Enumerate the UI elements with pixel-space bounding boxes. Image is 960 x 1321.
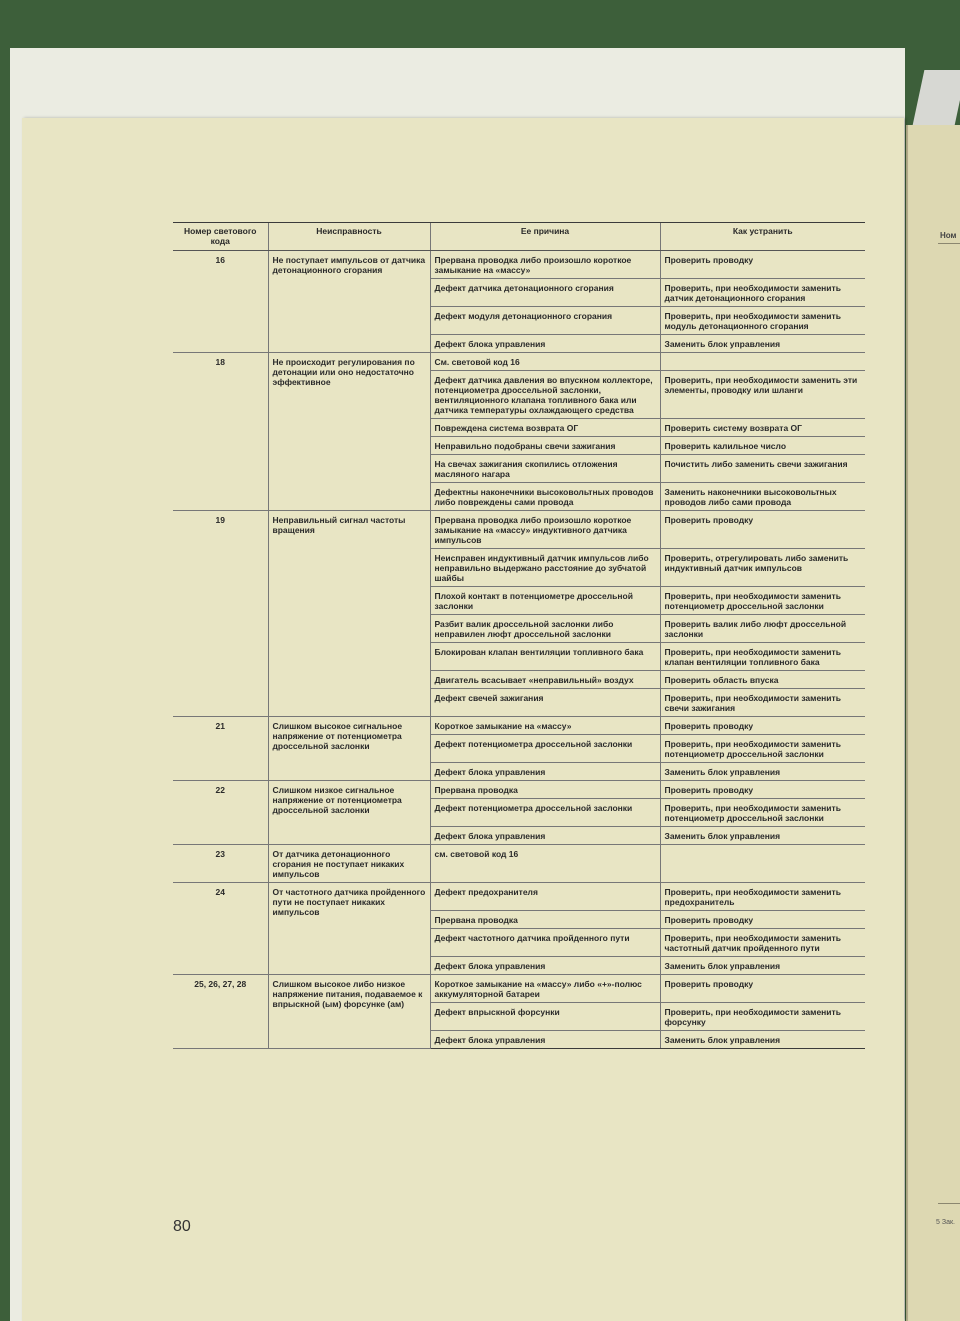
next-page-bottom-rule — [938, 1203, 960, 1204]
light-code-cell: 23 — [173, 845, 268, 883]
cause-cell: Дефект блока управления — [430, 763, 660, 781]
header-fault: Неисправность — [268, 223, 430, 251]
cause-cell: Дефект частотного датчика пройденного пути — [430, 929, 660, 957]
cause-cell: Двигатель всасывает «неправильный» воздух — [430, 671, 660, 689]
next-page-header-fragment: Ном — [940, 231, 957, 240]
fix-cell: Проверить, при необходимости заменить потенциометр дроссельной заслонки — [660, 587, 865, 615]
fix-cell: Проверить валик либо люфт дроссельной заслонки — [660, 615, 865, 643]
fix-cell: Проверить калильное число — [660, 437, 865, 455]
cause-cell: см. световой код 16 — [430, 845, 660, 883]
cause-cell: Дефектны наконечники высоковольтных проводов либо повреждены сами провода — [430, 483, 660, 511]
table-row — [173, 251, 865, 279]
cause-cell: Прервана проводка либо произошло короткое замыкание на «массу» индуктивного датчика импульсов — [430, 511, 660, 549]
cause-cell: Короткое замыкание на «массу» либо «+»-полюс аккумуляторной батареи — [430, 975, 660, 1003]
cause-cell: Прервана проводка либо произошло короткое замыкание на «массу» — [430, 251, 660, 279]
page-number: 80 — [173, 1218, 191, 1235]
cause-cell: Дефект модуля детонационного сгорания — [430, 307, 660, 335]
next-page-edge — [906, 125, 960, 1321]
fault-code-table — [173, 222, 865, 1049]
fix-cell: Проверить проводку — [660, 911, 865, 929]
table-row — [173, 883, 865, 911]
header-code: Номер светового кода — [173, 223, 268, 251]
fix-cell: Проверить, при необходимости заменить потенциометр дроссельной заслонки — [660, 799, 865, 827]
fix-cell: Заменить блок управления — [660, 827, 865, 845]
cause-cell: Короткое замыкание на «массу» — [430, 717, 660, 735]
light-code-cell: 21 — [173, 717, 268, 781]
table-row — [173, 353, 865, 371]
fix-cell: Проверить проводку — [660, 511, 865, 549]
fix-cell: Проверить область впуска — [660, 671, 865, 689]
fix-cell: Проверить, при необходимости заменить потенциометр дроссельной заслонки — [660, 735, 865, 763]
fault-cell: Неправильный сигнал частоты вращения — [268, 511, 430, 717]
paper-corner — [912, 70, 960, 130]
cause-cell: См. световой код 16 — [430, 353, 660, 371]
table-row — [173, 845, 865, 883]
light-code-cell: 25, 26, 27, 28 — [173, 975, 268, 1049]
fix-cell: Проверить проводку — [660, 251, 865, 279]
fix-cell: Проверить проводку — [660, 781, 865, 799]
fix-cell: Проверить проводку — [660, 975, 865, 1003]
fix-cell: Заменить блок управления — [660, 763, 865, 781]
cause-cell: Дефект впрыскной форсунки — [430, 1003, 660, 1031]
header-fix: Как устранить — [660, 223, 865, 251]
cause-cell: Повреждена система возврата ОГ — [430, 419, 660, 437]
cause-cell: Дефект датчика детонационного сгорания — [430, 279, 660, 307]
fix-cell: Проверить, при необходимости заменить датчик детонационного сгорания — [660, 279, 865, 307]
fix-cell: Проверить, при необходимости заменить свечи зажигания — [660, 689, 865, 717]
fix-cell — [660, 353, 865, 371]
table-row — [173, 717, 865, 735]
fault-cell: Слишком высокое либо низкое напряжение питания, подаваемое к впрыскной (ым) форсунке (ам) — [268, 975, 430, 1049]
cause-cell: Дефект свечей зажигания — [430, 689, 660, 717]
header-cause: Ее причина — [430, 223, 660, 251]
light-code-cell: 18 — [173, 353, 268, 511]
fault-cell: От датчика детонационного сгорания не поступает никаких импульсов — [268, 845, 430, 883]
light-code-cell: 16 — [173, 251, 268, 353]
fix-cell: Проверить, при необходимости заменить модуль детонационного сгорания — [660, 307, 865, 335]
table-body — [173, 251, 865, 1049]
cause-cell: Дефект блока управления — [430, 827, 660, 845]
cause-cell: Плохой контакт в потенциометре дроссельной заслонки — [430, 587, 660, 615]
fix-cell — [660, 845, 865, 883]
cause-cell: Дефект датчика давления во впускном коллекторе, потенциометра дроссельной заслонки, вентиляционного клапана топливного бака или датчика температуры охлаждающего средства — [430, 371, 660, 419]
light-code-cell: 24 — [173, 883, 268, 975]
fix-cell: Проверить, при необходимости заменить частотный датчик пройденного пути — [660, 929, 865, 957]
fix-cell: Заменить блок управления — [660, 957, 865, 975]
fix-cell: Проверить, при необходимости заменить эти элементы, проводку или шланги — [660, 371, 865, 419]
cause-cell: Дефект блока управления — [430, 335, 660, 353]
cause-cell: Разбит валик дроссельной заслонки либо неправилен люфт дроссельной заслонки — [430, 615, 660, 643]
cause-cell: Блокирован клапан вентиляции топливного бака — [430, 643, 660, 671]
fault-cell: Не происходит регулирования по детонации или оно недостаточно эффективное — [268, 353, 430, 511]
cause-cell: Дефект предохранителя — [430, 883, 660, 911]
fix-cell: Почистить либо заменить свечи зажигания — [660, 455, 865, 483]
fault-cell: Слишком низкое сигнальное напряжение от потенциометра дроссельной заслонки — [268, 781, 430, 845]
fault-cell: Не поступает импульсов от датчика детонационного сгорания — [268, 251, 430, 353]
fix-cell: Проверить, при необходимости заменить предохранитель — [660, 883, 865, 911]
fix-cell: Заменить наконечники высоковольтных проводов либо сами провода — [660, 483, 865, 511]
fix-cell: Проверить проводку — [660, 717, 865, 735]
cause-cell: Прервана проводка — [430, 781, 660, 799]
cause-cell: На свечах зажигания скопились отложения масляного нагара — [430, 455, 660, 483]
light-code-cell: 22 — [173, 781, 268, 845]
cause-cell: Неисправен индуктивный датчик импульсов либо неправильно выдержано расстояние до зубчатой шайбы — [430, 549, 660, 587]
fix-cell: Заменить блок управления — [660, 335, 865, 353]
next-page-top-rule — [938, 243, 960, 244]
fault-cell: Слишком высокое сигнальное напряжение от потенциометра дроссельной заслонки — [268, 717, 430, 781]
cause-cell: Дефект потенциометра дроссельной заслонки — [430, 735, 660, 763]
light-code-cell: 19 — [173, 511, 268, 717]
fix-cell: Проверить систему возврата ОГ — [660, 419, 865, 437]
table-row — [173, 511, 865, 549]
cause-cell: Дефект блока управления — [430, 1031, 660, 1049]
table-header-row — [173, 223, 865, 251]
cause-cell: Дефект блока управления — [430, 957, 660, 975]
book-page — [22, 118, 904, 1321]
fix-cell: Проверить, отрегулировать либо заменить индуктивный датчик импульсов — [660, 549, 865, 587]
cause-cell: Прервана проводка — [430, 911, 660, 929]
table-row — [173, 975, 865, 1003]
fix-cell: Проверить, при необходимости заменить клапан вентиляции топливного бака — [660, 643, 865, 671]
fault-cell: От частотного датчика пройденного пути не поступает никаких импульсов — [268, 883, 430, 975]
cause-cell: Неправильно подобраны свечи зажигания — [430, 437, 660, 455]
fix-cell: Проверить, при необходимости заменить форсунку — [660, 1003, 865, 1031]
fix-cell: Заменить блок управления — [660, 1031, 865, 1049]
next-page-footer-fragment: 5 Зак. — [936, 1219, 955, 1226]
table-row — [173, 781, 865, 799]
cause-cell: Дефект потенциометра дроссельной заслонки — [430, 799, 660, 827]
